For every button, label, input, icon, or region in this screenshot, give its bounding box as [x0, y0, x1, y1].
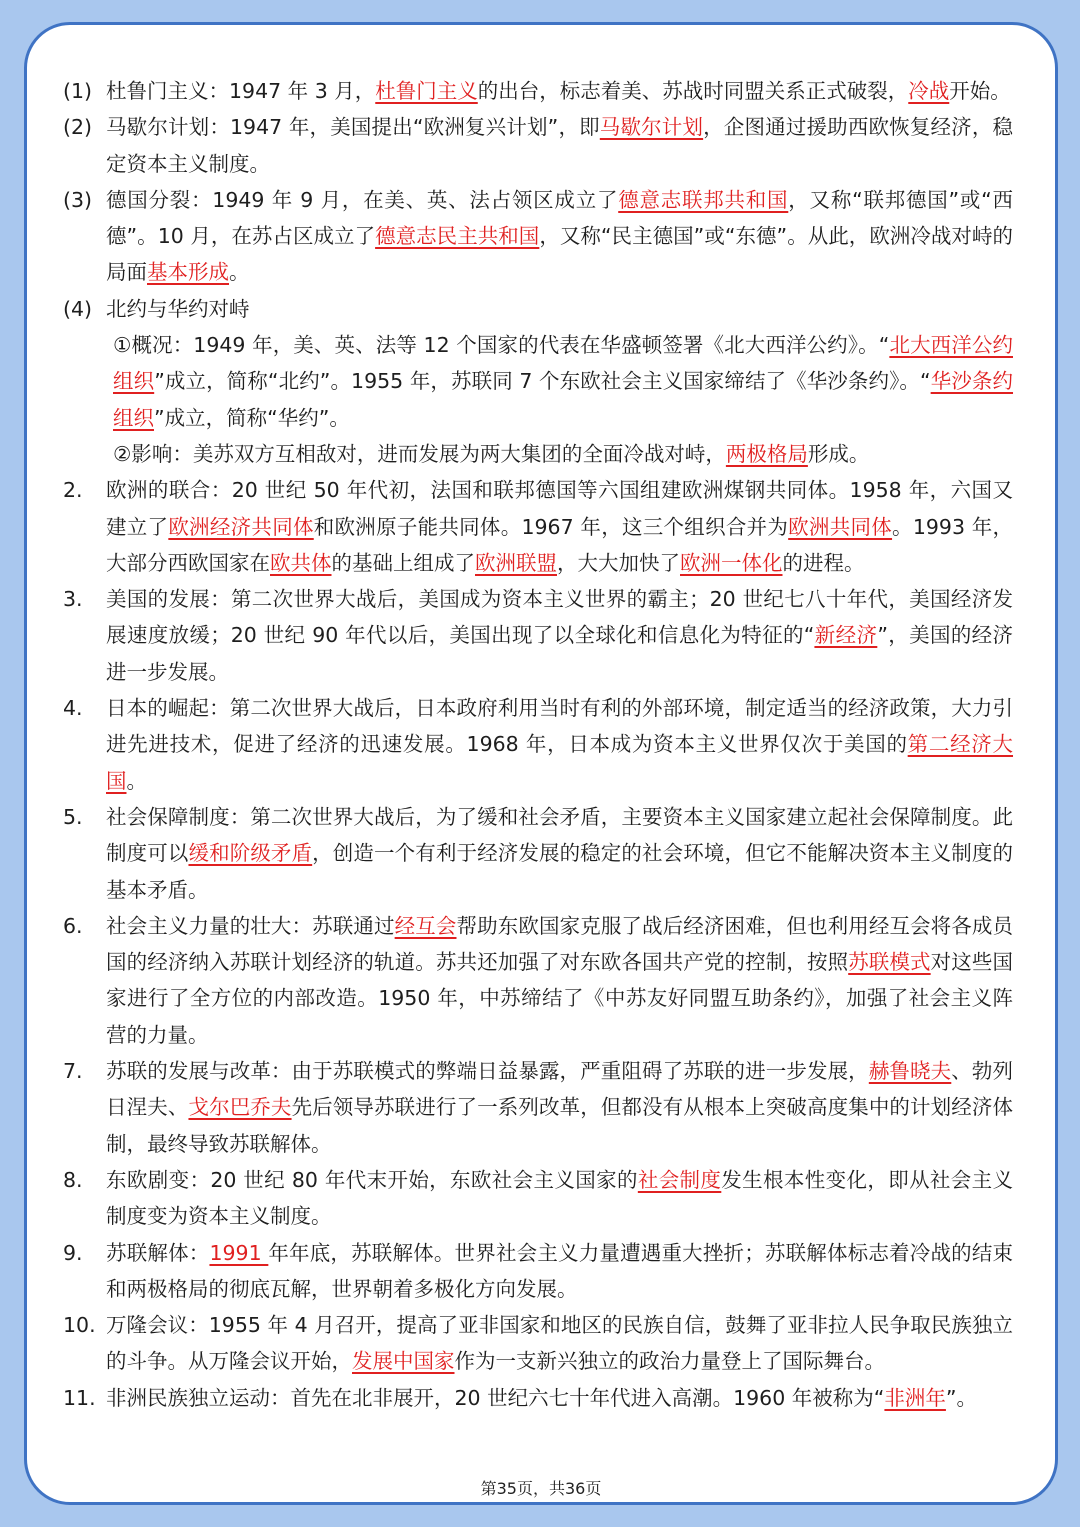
text-segment: 年年底，苏联解体。世界社会主义力量遭遇重大挫折；苏联解体标志着冷战的结束和两极格局的彻底瓦解，世界朝着多极化方向发展。 — [106, 1240, 1014, 1301]
highlight-term: 第二经济大国 — [106, 732, 1014, 793]
text-segment: 对这些国家进行了全方位的内部改造。1950 年，中苏缔结了《中苏友好同盟互助条约》，加强了社会主义阵营的力量。 — [106, 950, 1014, 1047]
text-segment: 的出台，标志着美、苏战时同盟关系正式破裂， — [477, 79, 909, 103]
text-segment: ①概况：1949 年，美、英、法等 12 个国家的代表在华盛顿签署《北大西洋公约》。“ — [113, 333, 890, 358]
item-text — [106, 799, 1013, 908]
item-number: 8. — [63, 1167, 83, 1192]
list-item — [63, 1053, 1013, 1162]
item-number: (3) — [63, 187, 93, 212]
item-number: 4. — [63, 696, 83, 721]
list-item — [63, 1162, 1013, 1235]
list-item — [63, 1235, 1013, 1308]
sub-item — [63, 327, 1013, 436]
text-segment: 先后领导苏联进行了一系列改革，但都没有从根本上突破高度集中的计划经济体制，最终导致苏联解体。 — [106, 1095, 1014, 1156]
list-item — [63, 1307, 1013, 1380]
text-segment: ，又称“民主德国”或“东德”。从此，欧洲冷战对峙的局面 — [106, 224, 1013, 285]
text-segment: 形成。 — [807, 441, 870, 466]
text-segment: 苏联解体： — [106, 1240, 210, 1265]
highlight-term: 缓和阶级矛盾 — [188, 841, 313, 866]
highlight-term: 赫鲁晓夫 — [868, 1059, 952, 1084]
item-text — [106, 182, 1013, 291]
item-number: 5. — [63, 804, 83, 829]
highlight-term: 欧洲联盟 — [475, 550, 557, 575]
text-segment: ，企图通过援助西欧恢复经济，稳定资本主义制度。 — [106, 115, 1013, 176]
text-segment: 非洲民族独立运动：首先在北非展开，20 世纪六七十年代进入高潮。1960 年被称为“ — [106, 1385, 885, 1410]
item-text — [106, 1380, 1013, 1416]
highlight-term: 1991 — [209, 1240, 269, 1265]
text-segment: 的基础上组成了 — [331, 550, 475, 575]
item-number: 10. — [63, 1313, 96, 1338]
item-text — [106, 109, 1013, 182]
text-segment: 发生根本性变化，即从社会主义制度变为资本主义制度。 — [106, 1167, 1014, 1229]
item-text — [106, 291, 1013, 327]
item-number: 9. — [63, 1240, 83, 1265]
text-segment: 万隆会议：1955 年 4 月召开，提高了亚非国家和地区的民族自信，鼓舞了亚非拉人民争取民族独立的斗争。从万隆会议开始， — [106, 1313, 1013, 1374]
text-segment: ，又称“联邦德国”或“西德”。10 月，在苏占区成立了 — [106, 187, 1014, 249]
text-segment: ”，美国的经济进一步发展。 — [106, 623, 1014, 684]
item-text — [106, 73, 1013, 109]
text-segment: 的进程。 — [782, 550, 865, 575]
highlight-term: 欧洲经济共同体 — [168, 514, 314, 539]
highlight-term: 欧洲共同体 — [788, 514, 893, 539]
item-text — [106, 581, 1013, 690]
highlight-term: 杜鲁门主义 — [375, 79, 478, 103]
text-segment: 德国分裂：1949 年 9 月，在美、英、法占领区成立了 — [106, 187, 619, 212]
text-segment: 作为一支新兴独立的政治力量登上了国际舞台。 — [454, 1349, 885, 1374]
highlight-term: 两极格局 — [725, 441, 808, 466]
list-item — [63, 690, 1013, 799]
text-segment: 欧洲的联合：20 世纪 50 年代初，法国和联邦德国等六国组建欧洲煤钢共同体。1958 年，六国又建立了 — [106, 478, 1013, 539]
highlight-term: 冷战 — [908, 79, 950, 103]
text-segment: 帮助东欧国家克服了战后经济困难，但也利用经互会将各成员国的经济纳入苏联计划经济的轨道。苏共还加强了对东欧各国共产党的控制，按照 — [106, 913, 1014, 975]
text-segment: 社会保障制度：第二次世界大战后，为了缓和社会矛盾，主要资本主义国家建立起社会保障制度。此制度可以 — [106, 804, 1013, 866]
item-text — [106, 1053, 1013, 1162]
text-segment: 苏联的发展与改革：由于苏联模式的弊端日益暴露，严重阻碍了苏联的进一步发展， — [106, 1059, 869, 1084]
item-number: (4) — [63, 296, 93, 321]
list-item — [63, 182, 1013, 291]
text-segment: ②影响：美苏双方互相敌对，进而发展为两大集团的全面冷战对峙， — [113, 441, 726, 466]
highlight-term: 社会制度 — [637, 1167, 722, 1192]
item-text — [106, 690, 1013, 799]
list-item — [63, 799, 1013, 908]
item-number: 6. — [63, 913, 83, 938]
highlight-term: 苏联模式 — [848, 950, 931, 975]
text-segment: 、勃列日涅夫、 — [106, 1059, 1014, 1120]
list-item — [63, 908, 1013, 1053]
text-segment: ，大大加快了 — [557, 550, 680, 575]
highlight-term: 德意志联邦共和国 — [618, 187, 789, 212]
highlight-term: 德意志民主共和国 — [375, 224, 540, 249]
item-text — [106, 1307, 1013, 1380]
document-body — [63, 73, 1013, 1416]
text-segment: 杜鲁门主义：1947 年 3 月， — [106, 79, 376, 103]
text-segment: 。 — [126, 768, 147, 793]
item-number: (1) — [63, 79, 93, 103]
text-segment: ”。 — [945, 1385, 978, 1410]
highlight-term: 基本形成 — [147, 260, 229, 285]
page-footer: 第35页，共36页 — [480, 1479, 602, 1498]
list-item — [63, 472, 1013, 581]
text-segment: ，创造一个有利于经济发展的稳定的社会环境，但它不能解决资本主义制度的基本矛盾。 — [106, 841, 1014, 902]
list-item — [63, 581, 1013, 690]
highlight-term: 新经济 — [814, 623, 878, 648]
highlight-term: 经互会 — [394, 913, 457, 938]
list-item — [63, 73, 1013, 109]
highlight-term: 华沙条约组织 — [113, 369, 1014, 430]
page-card — [24, 22, 1058, 1505]
highlight-term: 北大西洋公约组织 — [113, 333, 1013, 394]
item-number: 11. — [63, 1385, 96, 1410]
text-segment: 社会主义力量的壮大：苏联通过 — [106, 913, 395, 938]
highlight-term: 非洲年 — [884, 1385, 946, 1410]
text-segment: 。 — [229, 260, 250, 285]
highlight-term: 马歇尔计划 — [599, 115, 704, 140]
highlight-term: 欧洲一体化 — [680, 550, 783, 575]
item-text — [106, 472, 1013, 581]
item-text — [106, 1162, 1013, 1235]
text-segment: 北约与华约对峙 — [106, 296, 250, 321]
item-number: 2. — [63, 478, 83, 503]
list-item — [63, 291, 1013, 327]
highlight-term: 欧共体 — [270, 550, 332, 575]
text-segment: 和欧洲原子能共同体。1967 年，这三个组织合并为 — [313, 514, 789, 539]
item-number: 7. — [63, 1059, 83, 1084]
text-segment: 东欧剧变：20 世纪 80 年代末开始，东欧社会主义国家的 — [106, 1167, 638, 1192]
text-segment: 开始。 — [949, 79, 1011, 103]
text-segment: 日本的崛起：第二次世界大战后，日本政府利用当时有利的外部环境，制定适当的经济政策，大力引进先进技术，促进了经济的迅速发展。1968 年，日本成为资本主义世界仅次于美国的 — [106, 696, 1013, 757]
text-segment: ”成立，简称“华约”。 — [154, 405, 350, 430]
item-text — [106, 1235, 1013, 1308]
item-text — [106, 908, 1013, 1053]
item-number: (2) — [63, 115, 93, 140]
item-number: 3. — [63, 587, 83, 612]
text-segment: 马歇尔计划：1947 年，美国提出“欧洲复兴计划”，即 — [106, 115, 600, 140]
list-item — [63, 109, 1013, 182]
highlight-term: 发展中国家 — [352, 1349, 455, 1374]
sub-item — [63, 436, 1013, 472]
list-item — [63, 1380, 1013, 1416]
text-segment: 美国的发展：第二次世界大战后，美国成为资本主义世界的霸主；20 世纪七八十年代，美国经济发展速度放缓；20 世纪 90 年代以后，美国出现了以全球化和信息化为特征的“ — [106, 587, 1013, 648]
highlight-term: 戈尔巴乔夫 — [188, 1095, 292, 1120]
text-segment: 。1993 年，大部分西欧国家在 — [106, 514, 1014, 575]
text-segment: ”成立，简称“北约”。1955 年，苏联同 7 个东欧社会主义国家缔结了《华沙条约》。“ — [154, 369, 931, 394]
